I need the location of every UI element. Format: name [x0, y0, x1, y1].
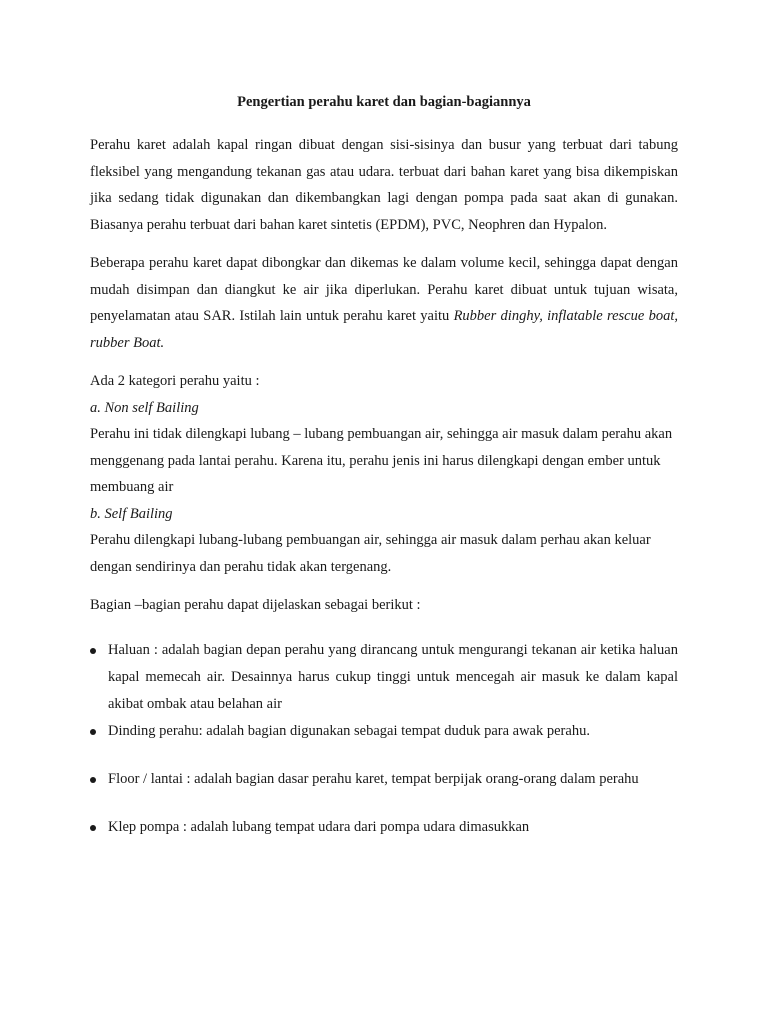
list-item: [90, 637, 678, 718]
document-page: [90, 90, 678, 841]
categories-section: [90, 368, 678, 580]
category-a-title: a. Non self Bailing: [90, 399, 199, 416]
bullet-icon: [90, 825, 96, 831]
list-item: [90, 718, 678, 745]
part-klep-text: Klep pompa : adalah lubang tempat udara dari pompa udara dimasukkan: [108, 818, 530, 835]
paragraph-usage: [90, 250, 678, 356]
category-b-text: Perahu dilengkapi lubang-lubang pembuangan air, sehingga air masuk dalam perhau akan keluar dengan sendirinya dan perahu tidak akan tergenang.: [90, 532, 651, 575]
list-item: [90, 814, 678, 841]
category-a-text: Perahu ini tidak dilengkapi lubang – lubang pembuangan air, sehingga air masuk dalam perahu akan menggenang pada lantai perahu. Karena itu, perahu jenis ini harus dilengkapi dengan ember untuk membuang air: [90, 426, 673, 495]
list-item: [90, 766, 678, 793]
parts-intro: Bagian –bagian perahu dapat dijelaskan sebagai berikut :: [90, 597, 421, 613]
part-haluan-text: Haluan : adalah bagian depan perahu yang dirancang untuk mengurangi tekanan air ketika haluan kapal memecah air. Desainnya harus cukup tinggi untuk mencegah air masuk ke dalam kapal akibat ombak atau belahan air: [108, 641, 678, 712]
bullet-icon: [90, 648, 96, 654]
bullet-icon: [90, 729, 96, 735]
category-b-title: b. Self Bailing: [90, 505, 173, 522]
paragraph-usage-italic-terms: Rubber dinghy, inflatable rescue boat, rubber Boat.: [90, 308, 678, 351]
part-floor-text: Floor / lantai : adalah bagian dasar perahu karet, tempat berpijak orang-orang dalam perahu: [108, 770, 639, 787]
parts-list: [90, 637, 678, 841]
paragraph-usage-text: Beberapa perahu karet dapat dibongkar dan dikemas ke dalam volume kecil, sehingga dapat dengan mudah disimpan dan diangkut ke air jika diperlukan. Perahu karet dibuat untuk tujuan wisata, penyelamatan atau SAR. Istilah lain untuk perahu karet yaitu: [90, 255, 678, 324]
categories-intro: Ada 2 kategori perahu yaitu :: [90, 373, 260, 389]
bullet-icon: [90, 777, 96, 783]
document-title: Pengertian perahu karet dan bagian-bagiannya: [237, 94, 531, 110]
paragraph-definition: Perahu karet adalah kapal ringan dibuat dengan sisi-sisinya dan busur yang terbuat dari tabung fleksibel yang mengandung tekanan gas atau udara. terbuat dari bahan karet yang bisa dikempiskan jika sedang tidak digunakan dan dikembangkan lagi dengan pompa pada saat akan di gunakan. Biasanya perahu terbuat dari bahan karet sintetis (EPDM), PVC, Neophren dan Hypalon.: [90, 137, 678, 233]
part-dinding-text: Dinding perahu: adalah bagian digunakan sebagai tempat duduk para awak perahu.: [108, 722, 590, 739]
